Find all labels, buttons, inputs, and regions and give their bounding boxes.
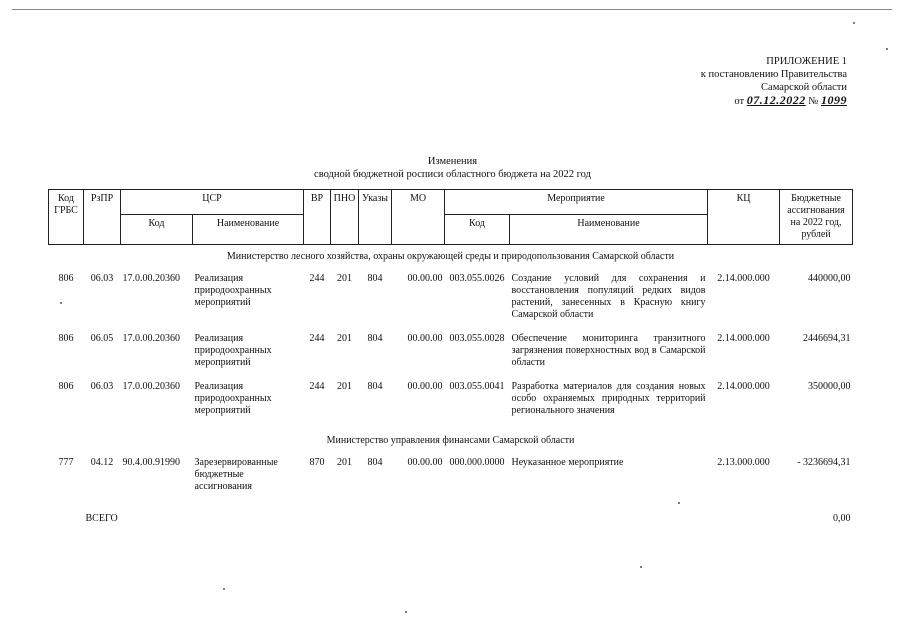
cell-grbs: 806 — [58, 273, 74, 284]
scan-speck — [405, 611, 407, 613]
cell-rzpr: 06.03 — [90, 273, 114, 284]
section-title-forestry: Министерство лесного хозяйства, охраны окружающей среды и природопользования Самарской области — [226, 251, 675, 262]
total-row — [49, 505, 853, 525]
cell-grbs: 806 — [58, 333, 74, 344]
cell-ukazy: 804 — [367, 333, 383, 344]
cell-csr-code: 17.0.00.20360 — [122, 273, 180, 284]
cell-event-code: 000.000.0000 — [449, 457, 505, 468]
cell-grbs: 777 — [58, 457, 74, 468]
header-grbs: Код ГРБС — [49, 190, 84, 245]
cell-rzpr: 06.03 — [90, 381, 114, 392]
cell-csr-code: 17.0.00.20360 — [122, 381, 180, 392]
cell-csr-code: 90.4.00.91990 — [122, 457, 180, 468]
cell-ukazy: 804 — [367, 273, 383, 284]
header-amount: Бюджетные ассигнования на 2022 год, рублей — [780, 190, 853, 245]
cell-rzpr: 04.12 — [90, 457, 114, 468]
cell-rzpr: 06.05 — [90, 333, 114, 344]
cell-csr-name: Реализация природоохранных мероприятий — [194, 273, 272, 308]
appendix-date-line — [627, 94, 847, 108]
cell-vr: 244 — [309, 381, 325, 392]
cell-ukazy: 804 — [367, 381, 383, 392]
date-prefix: от — [734, 96, 745, 107]
cell-vr: 244 — [309, 273, 325, 284]
cell-pno: 201 — [337, 457, 353, 468]
cell-amount: 2446694,31 — [803, 333, 851, 344]
title-line-1: Изменения — [427, 156, 478, 167]
scan-speck — [640, 566, 642, 568]
header-event-name: Наименование — [510, 215, 708, 245]
header-event-code: Код — [445, 215, 510, 245]
table-row — [49, 273, 853, 333]
cell-amount: - 3236694,31 — [797, 457, 851, 468]
cell-kc: 2.14.000.000 — [717, 273, 770, 284]
cell-csr-code: 17.0.00.20360 — [122, 333, 180, 344]
header-kc: КЦ — [708, 190, 780, 245]
budget-table — [48, 189, 853, 525]
cell-mo: 00.00.00 — [407, 333, 443, 344]
cell-vr: 244 — [309, 333, 325, 344]
section-title-finance: Министерство управления финансами Самарской области — [326, 435, 575, 446]
scan-edge-line — [12, 9, 892, 10]
cell-kc: 2.14.000.000 — [717, 381, 770, 392]
header-event: Мероприятие — [445, 190, 708, 215]
header-csr: ЦСР — [121, 190, 304, 215]
header-rzpr: РзПР — [84, 190, 121, 245]
appendix-title: ПРИЛОЖЕНИЕ 1 — [766, 56, 847, 67]
cell-event-name: Разработка материалов для создания новых особо охраняемых природных территорий регионального значения — [511, 381, 706, 416]
cell-ukazy: 804 — [367, 457, 383, 468]
cell-csr-name: Реализация природоохранных мероприятий — [194, 381, 272, 416]
number-label: № — [808, 96, 819, 107]
cell-csr-name: Зарезервированные бюджетные ассигнования — [194, 457, 278, 492]
appendix-line-3: Самарской области — [761, 82, 847, 93]
cell-kc: 2.13.000.000 — [717, 457, 770, 468]
header-csr-name: Наименование — [193, 215, 304, 245]
handwritten-date: 07.12.2022 — [746, 93, 806, 107]
table-row — [49, 333, 853, 381]
handwritten-number: 1099 — [821, 93, 847, 107]
appendix-block — [627, 55, 847, 108]
scan-speck — [223, 588, 225, 590]
title-line-2: сводной бюджетной росписи областного бюджета на 2022 год — [314, 169, 591, 180]
cell-amount: 440000,00 — [808, 273, 851, 284]
cell-grbs: 806 — [58, 381, 74, 392]
cell-event-name: Создание условий для сохранения и восстановления популяций редких видов растений, занесенных в Красную книгу Самарской области — [511, 273, 706, 320]
cell-pno: 201 — [337, 273, 353, 284]
cell-event-code: 003.055.0028 — [449, 333, 505, 344]
cell-event-name: Неуказанное мероприятие — [511, 457, 624, 468]
scan-speck — [60, 302, 62, 304]
scan-speck — [678, 502, 680, 504]
cell-amount: 350000,00 — [808, 381, 851, 392]
header-pno: ПНО — [331, 190, 359, 245]
appendix-line-2: к постановлению Правительства — [700, 69, 847, 80]
total-label: ВСЕГО — [85, 513, 118, 524]
total-amount: 0,00 — [833, 513, 851, 524]
cell-pno: 201 — [337, 381, 353, 392]
cell-event-code: 003.055.0026 — [449, 273, 505, 284]
cell-mo: 00.00.00 — [407, 381, 443, 392]
cell-kc: 2.14.000.000 — [717, 333, 770, 344]
cell-csr-name: Реализация природоохранных мероприятий — [194, 333, 272, 368]
cell-pno: 201 — [337, 333, 353, 344]
header-ukazy: Указы — [359, 190, 392, 245]
header-mo: МО — [392, 190, 445, 245]
cell-mo: 00.00.00 — [407, 457, 443, 468]
scan-speck — [886, 48, 888, 50]
header-csr-code: Код — [121, 215, 193, 245]
cell-event-code: 003.055.0041 — [449, 381, 505, 392]
cell-mo: 00.00.00 — [407, 273, 443, 284]
table-row — [49, 457, 853, 505]
table-row — [49, 381, 853, 429]
cell-event-name: Обеспечение мониторинга транзитного загрязнения поверхностных вод в Самарской области — [511, 333, 706, 368]
cell-vr: 870 — [309, 457, 325, 468]
scan-speck — [853, 22, 855, 24]
document-title — [0, 155, 905, 181]
header-vr: ВР — [304, 190, 331, 245]
